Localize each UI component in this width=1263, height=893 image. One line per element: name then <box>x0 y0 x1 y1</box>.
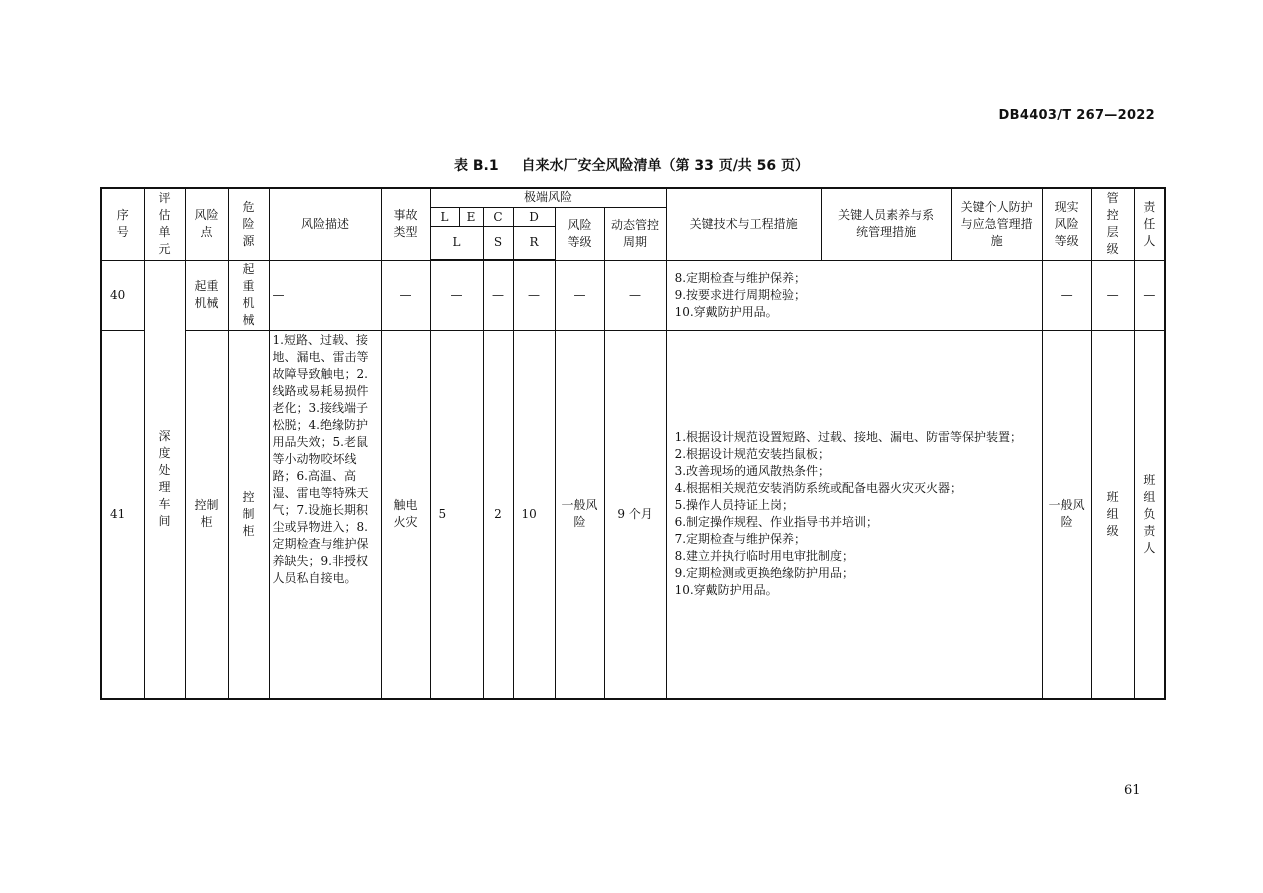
tech-item: 3.改善现场的通风散热条件； <box>674 464 831 479</box>
row-L: — <box>430 260 483 330</box>
header-extreme-risk: 极端风险 <box>430 188 666 207</box>
header-L-bottom: L <box>430 226 483 260</box>
risk-table <box>100 187 1166 700</box>
row-actual: 一般风险 <box>1042 330 1091 699</box>
header-unit: 评估单元 <box>144 188 185 260</box>
tech-item: 6.制定操作规程、作业指导书并培训； <box>674 515 879 530</box>
row-mgmt: 班组级 <box>1091 330 1134 699</box>
table-title <box>0 155 1263 175</box>
table-row <box>101 260 1165 330</box>
row-accident: — <box>381 260 430 330</box>
row-desc: 1.短路、过载、接地、漏电、雷击等故障导致触电；2.线路或易耗易损件老化；3.接线端子松脱；4.绝缘防护用品失效；5.老鼠等小动物咬坏线路；6.高温、高湿、雷电等特殊天气；7.设施长期积尘或异物进入；8.定期检查与维护保养缺失；9.非授权人员私自接电。 <box>269 330 381 699</box>
tech-item: 7.定期检查与维护保养； <box>674 532 807 547</box>
row-hazard: 控制柜 <box>228 330 269 699</box>
tech-item: 9.按要求进行周期检验； <box>674 287 807 302</box>
header-S-bottom: S <box>483 226 513 260</box>
tech-item: 9.定期检测或更换绝缘防护用品； <box>674 566 855 581</box>
header-seq: 序号 <box>101 188 144 260</box>
row-accident: 触电火灾 <box>381 330 430 699</box>
row-level: — <box>555 260 604 330</box>
row-hazard: 起重机械 <box>228 260 269 330</box>
tech-item: 10.穿戴防护用品。 <box>674 583 778 598</box>
tech-item: 5.操作人员持证上岗； <box>674 498 795 513</box>
header-resp: 责任人 <box>1134 188 1165 260</box>
row-cycle: — <box>604 260 666 330</box>
header-protection: 关键个人防护与应急管理措施 <box>951 188 1042 260</box>
document-number: DB4403/T 267—2022 <box>998 108 1155 123</box>
header-E-top: E <box>459 207 483 226</box>
page-number: 61 <box>1124 783 1141 798</box>
row-resp: — <box>1134 260 1165 330</box>
row-cycle: 9 个月 <box>604 330 666 699</box>
row-tech <box>666 330 1042 699</box>
row-level: 一般风险 <box>555 330 604 699</box>
header-hazard: 危险源 <box>228 188 269 260</box>
row-tech <box>666 260 1042 330</box>
header-desc: 风险描述 <box>269 188 381 260</box>
row-R: 10 <box>513 330 555 699</box>
header-C-top: C <box>483 207 513 226</box>
header-point: 风险点 <box>185 188 228 260</box>
row-R: — <box>513 260 555 330</box>
row-L: 5 <box>430 330 483 699</box>
row-seq: 41 <box>101 330 144 699</box>
tech-item: 8.建立并执行临时用电审批制度； <box>674 549 855 564</box>
row-S: — <box>483 260 513 330</box>
row-actual: — <box>1042 260 1091 330</box>
header-R-bottom: R <box>513 226 555 260</box>
table-row <box>101 330 1165 699</box>
header-actual: 现实风险等级 <box>1042 188 1091 260</box>
table-title-text: 自来水厂安全风险清单（第 33 页/共 56 页） <box>521 158 810 174</box>
header-accident: 事故类型 <box>381 188 430 260</box>
row-mgmt: — <box>1091 260 1134 330</box>
header-personnel: 关键人员素养与系统管理措施 <box>821 188 951 260</box>
tech-item: 10.穿戴防护用品。 <box>674 304 778 319</box>
header-level: 风险等级 <box>555 207 604 260</box>
table-title-label: 表 B.1 <box>453 158 499 174</box>
header-mgmt: 管控层级 <box>1091 188 1134 260</box>
header-D-top: D <box>513 207 555 226</box>
tech-item: 4.根据相关规范安装消防系统或配备电器火灾灭火器； <box>674 481 963 496</box>
header-L-top: L <box>430 207 459 226</box>
tech-item: 1.根据设计规范设置短路、过载、接地、漏电、防雷等保护装置； <box>674 430 1023 445</box>
row-point: 控制柜 <box>185 330 228 699</box>
row-resp: 班组负责人 <box>1134 330 1165 699</box>
row-desc: — <box>269 260 381 330</box>
header-tech: 关键技术与工程措施 <box>666 188 821 260</box>
tech-item: 2.根据设计规范安装挡鼠板； <box>674 447 831 462</box>
row-S: 2 <box>483 330 513 699</box>
row-seq: 40 <box>101 260 144 330</box>
row-unit: 深度处理车间 <box>144 260 185 699</box>
tech-item: 8.定期检查与维护保养； <box>674 270 807 285</box>
header-cycle: 动态管控周期 <box>604 207 666 260</box>
row-point: 起重机械 <box>185 260 228 330</box>
